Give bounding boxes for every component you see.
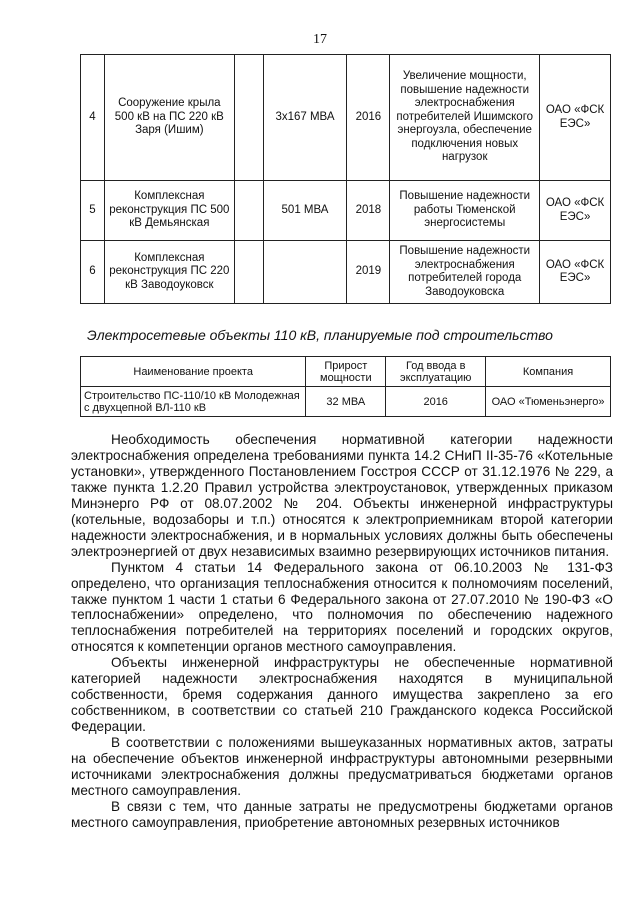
blank-cell <box>234 181 263 241</box>
project-name: Строительство ПС-110/10 кВ Молодежная с двухцепной ВЛ-110 кВ <box>81 387 306 417</box>
power-value: 3х167 МВА <box>263 55 347 181</box>
year-value: 2016 <box>386 387 486 417</box>
table-row <box>81 181 611 241</box>
power-value: 32 МВА <box>306 387 386 417</box>
company-name: ОАО «ФСК ЕЭС» <box>540 55 611 181</box>
company-name: ОАО «ФСК ЕЭС» <box>540 241 611 304</box>
header-power: Прирост мощности <box>306 357 386 387</box>
paragraph: Объекты инженерной инфраструктуры не обеспеченные нормативной категорией надежности электроснабжения находятся в муниципальной собственности, бремя содержания данного имущества закреплено за его собственником, в соответствии со статьей 210 Гражданского кодекса Российской Федерации. <box>71 655 613 735</box>
project-purpose: Увеличение мощности, повышение надежности электроснабжения потребителей Ишимского энергоузла, обеспечение подключения новых нагрузок <box>390 55 540 181</box>
paragraph: В связи с тем, что данные затраты не предусмотрены бюджетами органов местного самоуправления, приобретение автономных резервных источников <box>71 798 613 830</box>
year-value: 2016 <box>347 55 390 181</box>
paragraph: Необходимость обеспечения нормативной категории надежности электроснабжения определена требованиями пункта 14.2 СНиП II-35-76 «Котельные установки», утвержденного Постановлением Госстроя СССР от 31.12.1976 № 229, а также пункта 1.2.20 Правил устройства электроустановок, утвержденных приказом Минэнерго РФ от 08.07.2002 № 204. Объекты инженерной инфраструктуры (котельные, водозаборы и т.п.) относятся к электроприемникам второй категории надежности электроснабжения, и в нормальных условиях должны быть обеспечены электроэнергией от двух независимых взаимно резервирующих источников питания. <box>71 432 613 559</box>
project-name: Комплексная реконструкция ПС 500 кВ Демьянская <box>104 181 234 241</box>
header-project-name: Наименование проекта <box>81 357 306 387</box>
blank-cell <box>234 241 263 304</box>
company-name: ОАО «ФСК ЕЭС» <box>540 181 611 241</box>
section-subtitle: Электросетевые объекты 110 кВ, планируемые под строительство <box>87 327 553 343</box>
project-name: Комплексная реконструкция ПС 220 кВ Заводоуковск <box>104 241 234 304</box>
year-value: 2019 <box>347 241 390 304</box>
table-row <box>81 55 611 181</box>
header-year: Год ввода в эксплуатацию <box>386 357 486 387</box>
page-number: 17 <box>313 32 327 47</box>
projects-table-110kv <box>80 356 611 417</box>
header-company: Компания <box>486 357 611 387</box>
table-row <box>81 241 611 304</box>
paragraph: Пунктом 4 статьи 14 Федерального закона от 06.10.2003 № 131-ФЗ определено, что организация теплоснабжения относится к полномочиям поселений, также пунктом 1 части 1 статьи 6 Федерального закона от 27.07.2010 № 190-ФЗ «О теплоснабжении» определено, что полномочия по обеспечению надежного теплоснабжения потребителей на территориях поселений и городских округов, относятся к компетенции органов местного самоуправления. <box>71 559 613 655</box>
paragraph: В соответствии с положениями вышеуказанных нормативных актов, затраты на обеспечение объектов инженерной инфраструктуры автономными резервными источниками электроснабжения должны предусматриваться бюджетами органов местного самоуправления. <box>71 735 613 798</box>
table-row <box>81 387 611 417</box>
project-purpose: Повышение надежности работы Тюменской энергосистемы <box>390 181 540 241</box>
body-text <box>71 432 613 831</box>
project-purpose: Повышение надежности электроснабжения потребителей города Заводоуковска <box>390 241 540 304</box>
blank-cell <box>234 55 263 181</box>
project-name: Сооружение крыла 500 кВ на ПС 220 кВ Заря (Ишим) <box>104 55 234 181</box>
power-value: 501 МВА <box>263 181 347 241</box>
row-number: 5 <box>81 181 105 241</box>
company-name: ОАО «Тюменьэнерго» <box>486 387 611 417</box>
row-number: 6 <box>81 241 105 304</box>
power-value <box>263 241 347 304</box>
table-header-row <box>81 357 611 387</box>
year-value: 2018 <box>347 181 390 241</box>
row-number: 4 <box>81 55 105 181</box>
projects-table-500kv <box>80 54 611 304</box>
